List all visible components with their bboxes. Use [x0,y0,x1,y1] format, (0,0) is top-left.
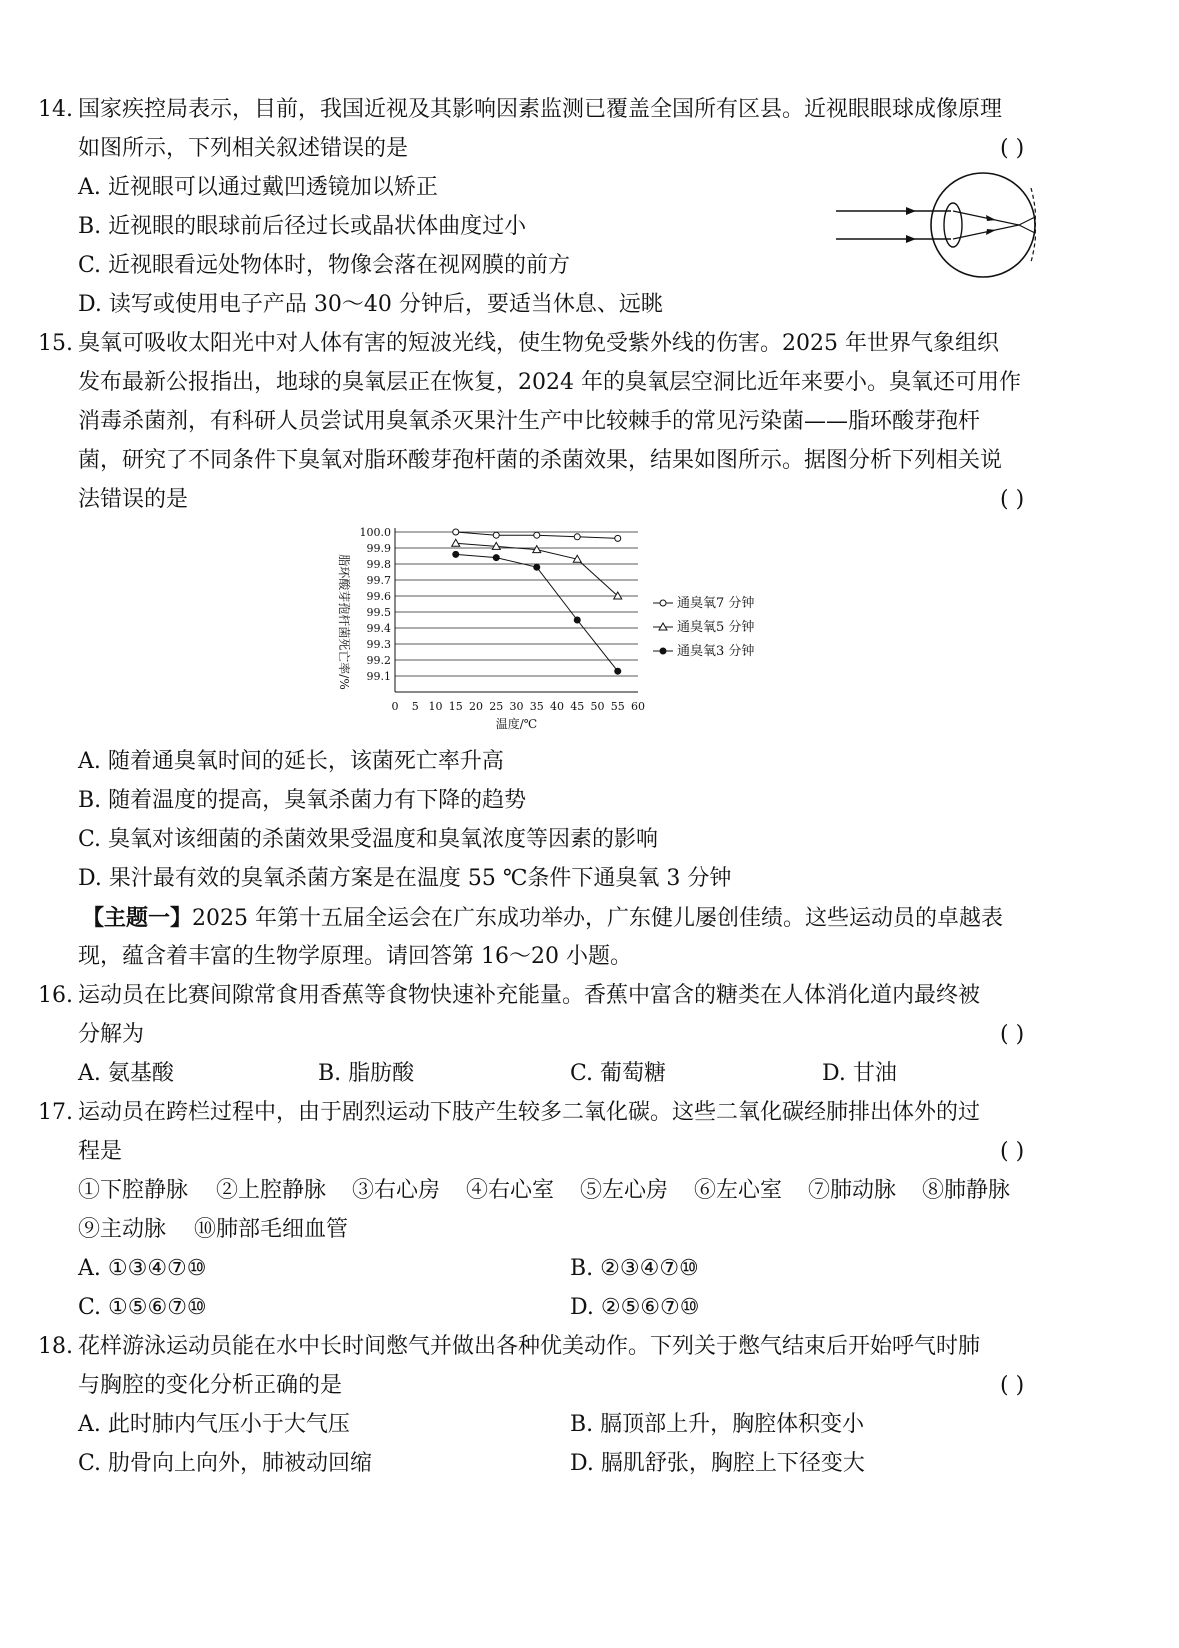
q15-option-d: D. 果汁最有效的臭氧杀菌方案是在温度 55 ℃条件下通臭氧 3 分钟 [78,866,732,891]
q16-answer-blank: ( ) [1000,1022,1025,1047]
series-0-point [574,534,580,540]
q16-option-a: A. 氨基酸 [78,1061,174,1086]
topic1-text1: 2025 年第十五届全运会在广东成功举办，广东健儿屡创佳绩。这些运动员的卓越表 [192,906,1003,931]
q14-stem-line1: 国家疾控局表示，目前，我国近视及其影响因素监测已覆盖全国所有区县。近视眼眼球成像原理 [78,97,1003,122]
y-tick-label: 99.3 [366,638,391,651]
q18-number: 18. [38,1334,73,1359]
x-tick-label: 55 [610,700,625,713]
y-tick-label: 99.9 [366,542,391,555]
q15-option-a: A. 随着通臭氧时间的延长，该菌死亡率升高 [78,749,504,774]
y-axis-label: 脂环酸芽孢杆菌死亡率/% [337,554,351,690]
q17-item-2: ②上腔静脉 [216,1178,327,1203]
topic1-line2: 现，蕴含着丰富的生物学原理。请回答第 16～20 小题。 [78,944,632,969]
y-tick-label: 99.4 [366,622,391,635]
y-tick-label: 99.6 [366,590,391,603]
x-tick-label: 40 [550,700,564,713]
topic1-label: 【主题一】 [82,905,193,931]
series-2-point [493,555,499,561]
series-0-point [534,532,540,538]
legend-label-1: 通臭氧5 分钟 [677,620,755,635]
x-tick-label: 60 [631,700,645,713]
ozone-sterilization-chart [320,520,820,745]
q14-stem-line2: 如图所示，下列相关叙述错误的是 [78,136,409,161]
x-tick-label: 25 [489,700,504,713]
y-tick-label: 99.5 [366,606,391,619]
x-tick-label: 30 [509,700,524,713]
series-0-point [493,532,499,538]
q18-option-c: C. 肋骨向上向外，肺被动回缩 [78,1451,373,1476]
q17-answer-blank: ( ) [1000,1139,1025,1164]
q17-item-1: ①下腔静脉 [78,1178,189,1203]
q15-stem-line4: 菌，研究了不同条件下臭氧对脂环酸芽孢杆菌的杀菌效果，结果如图所示。据图分析下列相关说 [78,448,1003,473]
y-tick-label: 100.0 [359,526,391,539]
q14-number: 14. [38,97,73,122]
x-tick-label: 15 [448,700,463,713]
q17-stem-line2: 程是 [78,1139,123,1164]
y-tick-label: 99.2 [366,654,391,667]
x-tick-label: 35 [529,700,544,713]
q17-item-4: ④右心室 [466,1178,555,1203]
series-2-point [574,617,580,623]
q17-number: 17. [38,1100,73,1125]
series-1-point [452,539,460,546]
myopia-eye-diagram [836,168,1036,288]
x-tick-label: 10 [428,700,443,713]
q18-option-d: D. 膈肌舒张，胸腔上下径变大 [570,1451,865,1476]
x-tick-label: 45 [570,700,585,713]
q16-stem-line1: 运动员在比赛间隙常食用香蕉等食物快速补充能量。香蕉中富含的糖类在人体消化道内最终被 [78,983,981,1008]
q17-option-a: A. ①③④⑦⑩ [78,1256,207,1281]
x-tick-label: 50 [590,700,605,713]
series-0-point [615,535,621,541]
q14-answer-blank: ( ) [1000,136,1025,161]
y-tick-label: 99.7 [366,574,391,587]
q17-stem-line1: 运动员在跨栏过程中，由于剧烈运动下肢产生较多二氧化碳。这些二氧化碳经肺排出体外的过 [78,1100,981,1125]
q16-option-b: B. 脂肪酸 [318,1061,415,1086]
q16-stem-line2: 分解为 [78,1022,145,1047]
q15-number: 15. [38,331,73,356]
x-tick-label: 5 [411,700,419,713]
q14-option-d: D. 读写或使用电子产品 30～40 分钟后，要适当休息、远眺 [78,292,663,317]
legend-label-2: 通臭氧3 分钟 [677,644,755,659]
series-2-point [534,564,540,570]
q17-option-b: B. ②③④⑦⑩ [570,1256,699,1281]
q17-item-9: ⑨主动脉 [78,1217,167,1242]
y-tick-label: 99.8 [366,558,391,571]
q17-item-8: ⑧肺静脉 [922,1178,1011,1203]
q17-option-c: C. ①⑤⑥⑦⑩ [78,1295,207,1320]
q14-option-c: C. 近视眼看远处物体时，物像会落在视网膜的前方 [78,253,571,278]
q17-item-5: ⑤左心房 [580,1178,669,1203]
q15-stem-line2: 发布最新公报指出，地球的臭氧层正在恢复，2024 年的臭氧层空洞比近年来要小。臭氧还可用作 [78,370,1021,395]
q16-option-c: C. 葡萄糖 [570,1061,667,1086]
q16-option-d: D. 甘油 [822,1061,897,1086]
q18-stem-line2: 与胸腔的变化分析正确的是 [78,1373,343,1398]
q15-option-b: B. 随着温度的提高，臭氧杀菌力有下降的趋势 [78,788,527,813]
legend-marker-0 [660,600,666,606]
legend-label-0: 通臭氧7 分钟 [677,596,755,611]
series-0-point [453,529,459,535]
q17-item-6: ⑥左心室 [694,1178,783,1203]
q18-answer-blank: ( ) [1000,1373,1025,1398]
x-axis-label: 温度/℃ [495,717,538,731]
series-2-point [453,551,459,557]
x-tick-label: 20 [469,700,483,713]
y-tick-label: 99.1 [366,670,391,683]
q15-stem-line3: 消毒杀菌剂，有科研人员尝试用臭氧杀灭果汁生产中比较棘手的常见污染菌——脂环酸芽孢杆 [78,409,981,434]
q15-stem-line1: 臭氧可吸收太阳光中对人体有害的短波光线，使生物免受紫外线的伤害。2025 年世界气象组织 [78,331,999,356]
q18-stem-line1: 花样游泳运动员能在水中长时间憋气并做出各种优美动作。下列关于憋气结束后开始呼气时肺 [78,1334,981,1359]
q17-option-d: D. ②⑤⑥⑦⑩ [570,1295,700,1320]
q17-item-7: ⑦肺动脉 [808,1178,897,1203]
topic1-line1 [82,903,1003,934]
q15-answer-blank: ( ) [1000,487,1025,512]
q17-item-3: ③右心房 [352,1178,441,1203]
q18-option-b: B. 膈顶部上升，胸腔体积变小 [570,1412,865,1437]
legend-marker-2 [660,648,666,654]
q14-option-b: B. 近视眼的眼球前后径过长或晶状体曲度过小 [78,214,527,239]
series-line-2 [456,554,618,671]
q16-number: 16. [38,983,73,1008]
x-tick-label: 0 [391,700,399,713]
q18-option-a: A. 此时肺内气压小于大气压 [78,1412,350,1437]
q14-option-a: A. 近视眼可以通过戴凹透镜加以矫正 [78,175,438,200]
q15-stem-line5: 法错误的是 [78,487,189,512]
series-2-point [615,668,621,674]
q17-item-10: ⑩肺部毛细血管 [194,1217,349,1242]
q15-option-c: C. 臭氧对该细菌的杀菌效果受温度和臭氧浓度等因素的影响 [78,827,659,852]
